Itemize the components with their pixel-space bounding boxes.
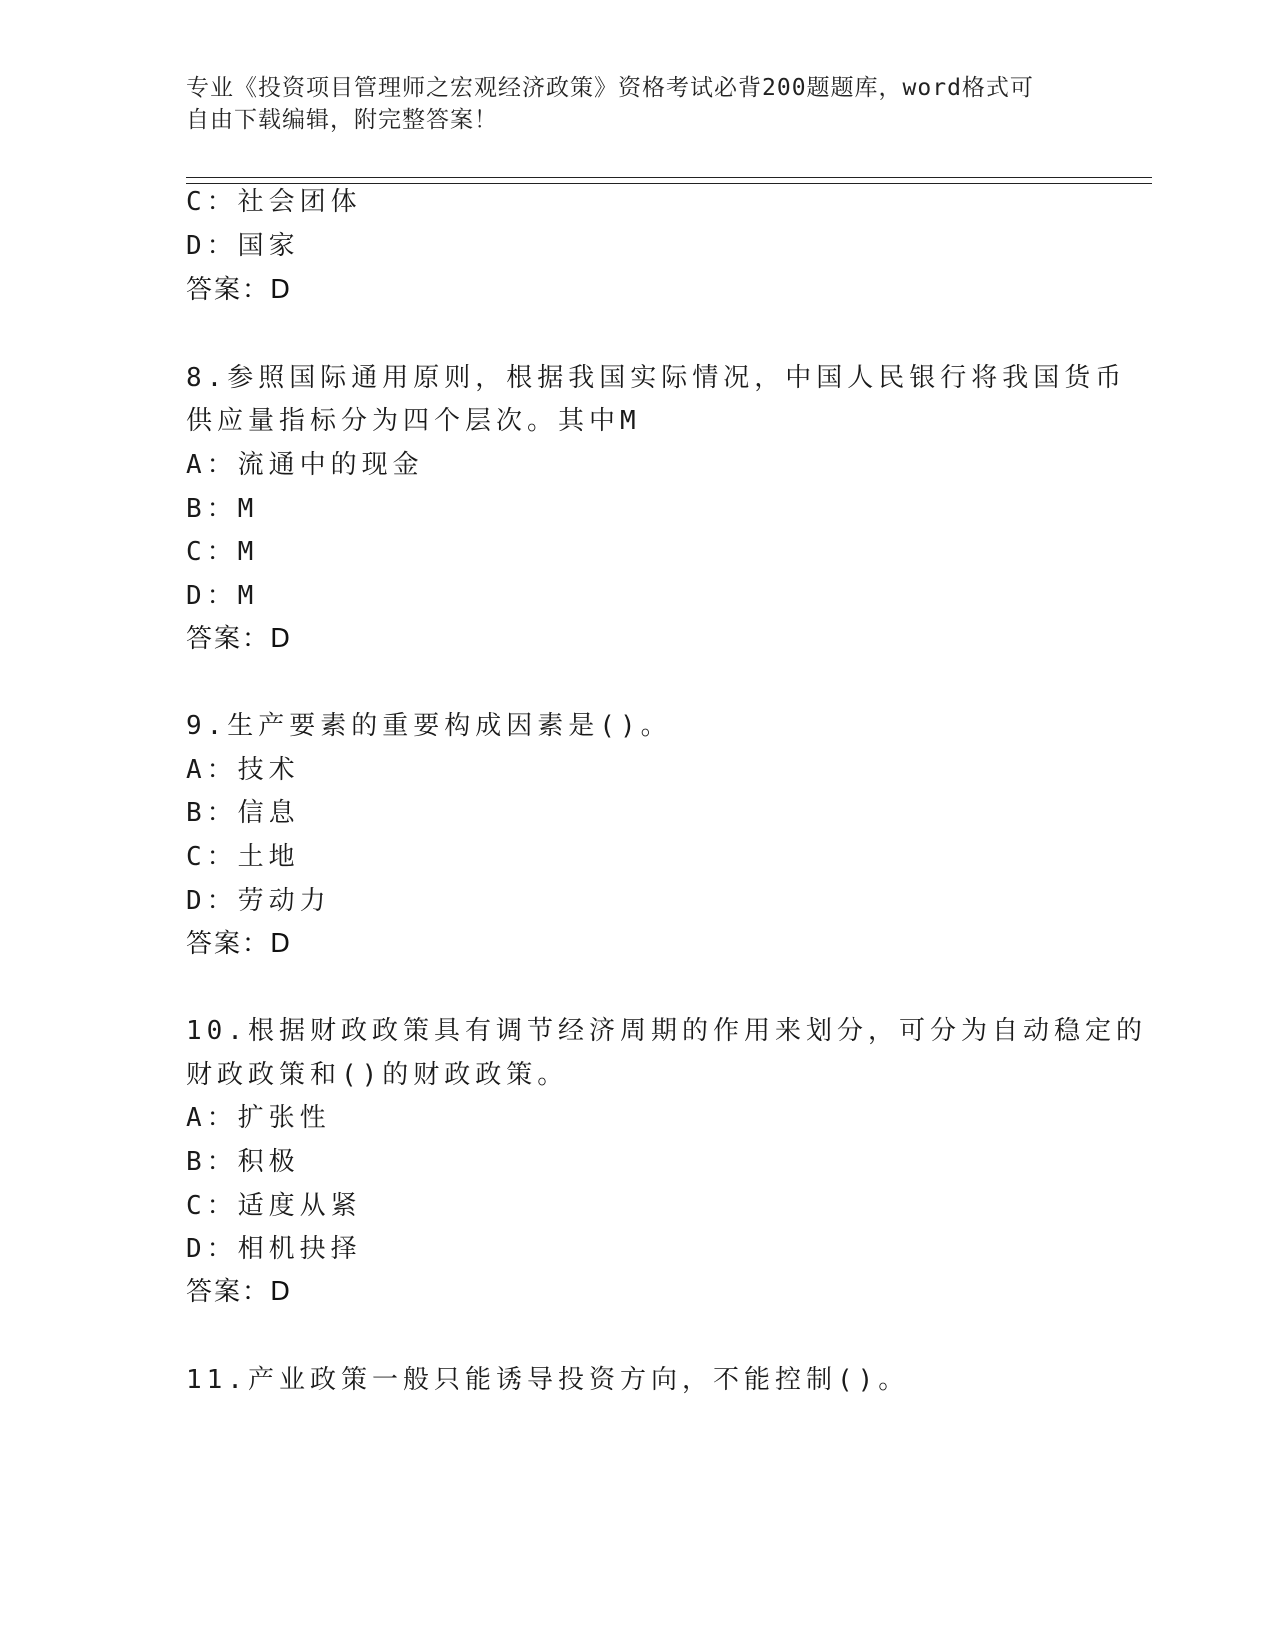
- question-10-option-a: A：扩张性: [186, 1103, 331, 1133]
- question-10-stem-line-2: 财政政策和()的财政政策。: [186, 1060, 569, 1090]
- header-line-2: 自由下载编辑，附完整答案！: [186, 107, 498, 133]
- question-9-answer: 答案：D: [186, 929, 293, 959]
- question-9-option-b: B：信息: [186, 798, 300, 828]
- question-10-option-b: B：积极: [186, 1147, 300, 1177]
- question-8-option-b: B：M: [186, 494, 259, 524]
- question-8-option-a: A：流通中的现金: [186, 450, 424, 480]
- page-header: [186, 72, 1086, 136]
- question-9-option-a: A：技术: [186, 755, 300, 785]
- header-divider: [186, 177, 1152, 184]
- question-9-option-d: D：劳动力: [186, 886, 331, 916]
- question-11-stem: 11.产业政策一般只能诱导投资方向，不能控制()。: [186, 1365, 910, 1395]
- question-8-stem-line-1: 8.参照国际通用原则，根据我国实际情况，中国人民银行将我国货币: [186, 363, 1127, 393]
- question-9-stem: 9.生产要素的重要构成因素是()。: [186, 711, 672, 741]
- question-8-answer: 答案：D: [186, 624, 293, 654]
- header-line-1: 专业《投资项目管理师之宏观经济政策》资格考试必背200题题库，word格式可: [186, 75, 1034, 101]
- question-10-answer: 答案：D: [186, 1277, 293, 1307]
- answer-line: 答案：D: [186, 275, 293, 305]
- option-d: D：国家: [186, 231, 300, 261]
- question-8-option-d: D：M: [186, 581, 259, 611]
- question-9-option-c: C：土地: [186, 842, 300, 872]
- question-8-option-c: C：M: [186, 537, 259, 567]
- question-10-stem-line-1: 10.根据财政政策具有调节经济周期的作用来划分，可分为自动稳定的: [186, 1016, 1147, 1046]
- question-10-option-c: C：适度从紧: [186, 1191, 362, 1221]
- option-c: C：社会团体: [186, 187, 362, 217]
- question-10-option-d: D：相机抉择: [186, 1234, 362, 1264]
- question-8-stem-line-2: 供应量指标分为四个层次。其中M: [186, 406, 641, 436]
